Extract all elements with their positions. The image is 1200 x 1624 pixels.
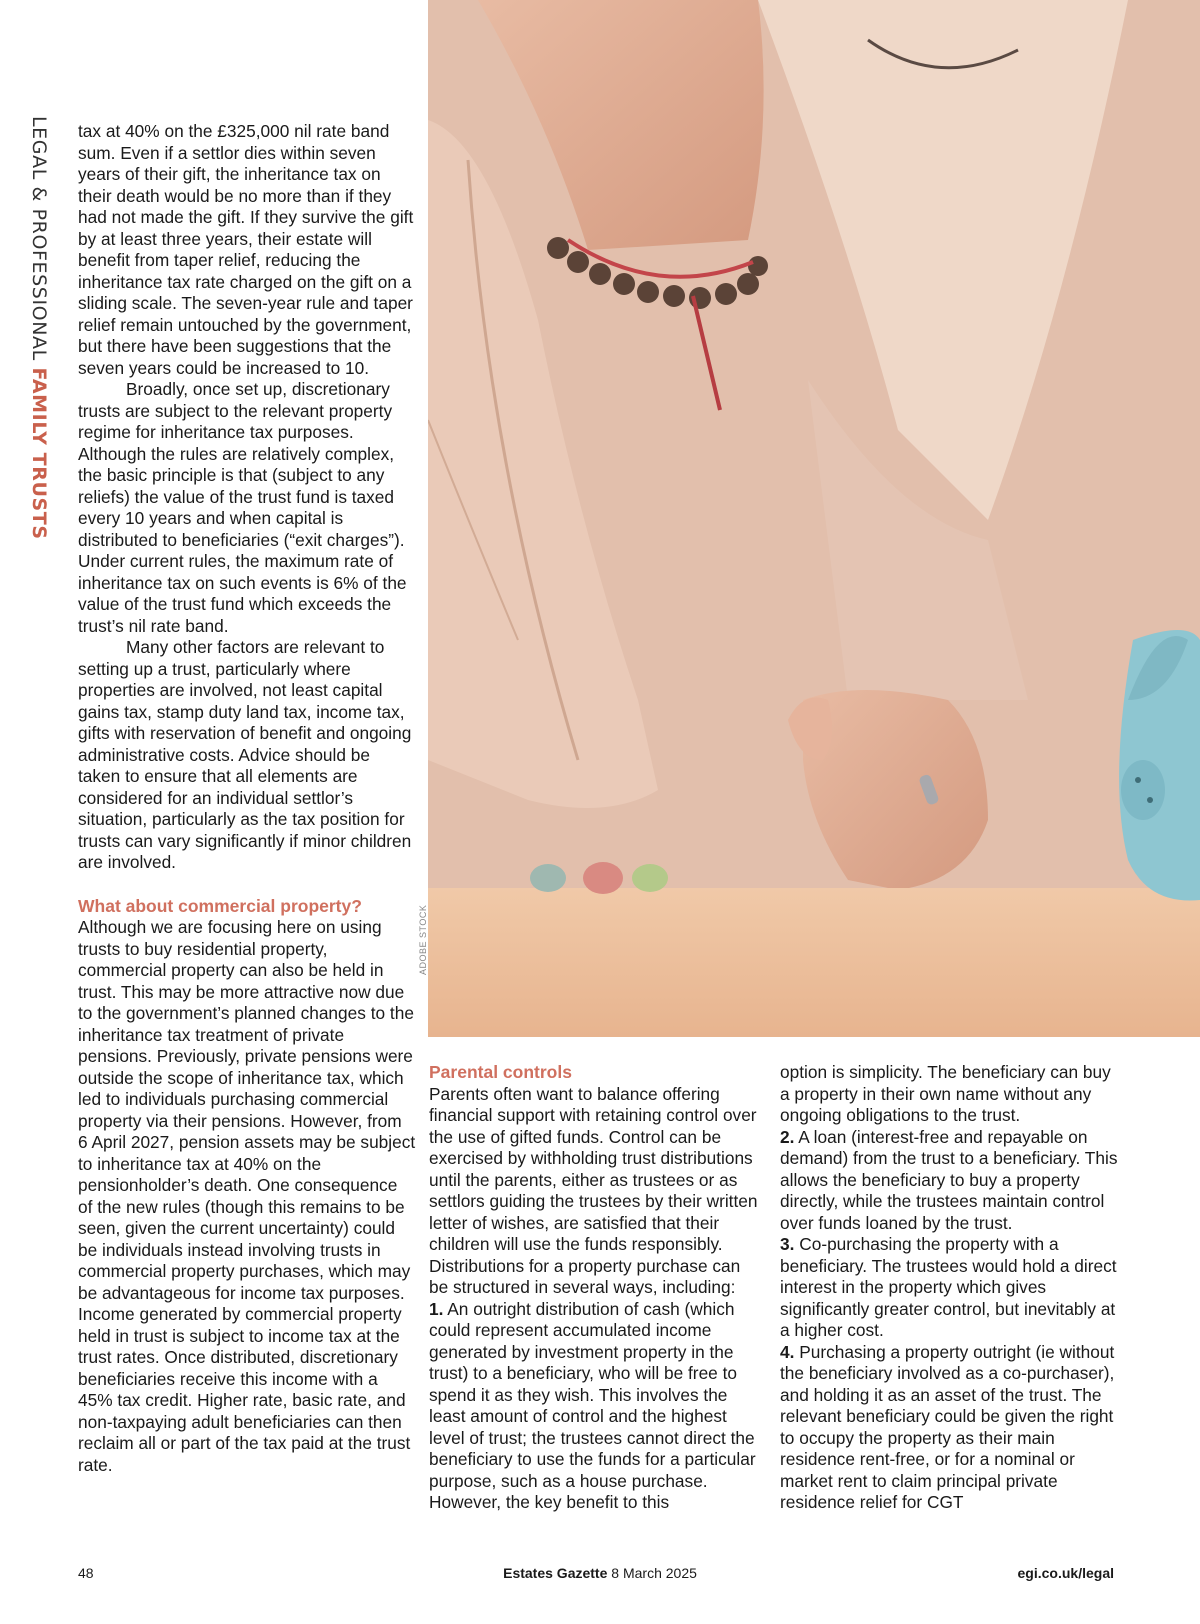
page-footer (0, 1565, 1200, 1589)
photo-credit: ADOBE STOCK (418, 904, 428, 975)
section-topic: FAMILY TRUSTS (28, 367, 50, 540)
website-link[interactable]: egi.co.uk/legal (1017, 1565, 1114, 1581)
list-number: 2. (780, 1126, 795, 1147)
list-item (780, 1234, 1120, 1342)
paragraph: Many other factors are relevant to setting up a trust, particularly where properties are involved, not least capital gains tax, stamp duty land tax, income tax, gifts with reservation of benefit and ongoing administrative costs. Advice should be taken to ensure that all elements are considered for an individual settlor’s situation, particularly as the tax position for trusts can vary significantly if minor children are involved. (78, 637, 412, 872)
section-category: LEGAL & PROFESSIONAL (28, 116, 50, 361)
list-number: 3. (780, 1234, 795, 1254)
article-column-1 (78, 121, 416, 1476)
list-text: Purchasing a property outright (ie without the beneficiary involved as a co-purchaser), and holding it as an asset of the trust. The relevant beneficiary could be given the right to occupy the property as their main residence rent-free, or for a nominal or market rent to claim principal private residence relief for CGT (780, 1341, 1115, 1512)
list-item (780, 1342, 1120, 1514)
paragraph: option is simplicity. The beneficiary can buy a property in their own name without any ongoing obligations to the trust. (780, 1062, 1111, 1125)
list-text: Co-purchasing the property with a beneficiary. The trustees would hold a direct interest in the property which gives significantly greater control, but inevitably at a higher cost. (780, 1234, 1117, 1340)
list-text: A loan (interest-free and repayable on demand) from the trust to a beneficiary. This allows the beneficiary to buy a property directly, while the trustees maintain control over funds loaned by the trust. (780, 1126, 1118, 1233)
article-column-3 (780, 1062, 1120, 1514)
section-label (28, 116, 50, 540)
subheading-commercial-property: What about commercial property? (78, 895, 362, 916)
page-number: 48 (78, 1565, 94, 1581)
paragraph: Parents often want to balance offering financial support with retaining control over the use of gifted funds. Control can be exercised by withholding trust distributions until the parents, either as trustees or as settlors guiding the trustees by their written letter of wishes, are satisfied that their children will use the funds responsibly. Distributions for a property purchase can be structured in several ways, including: (429, 1083, 758, 1297)
article-photo (428, 0, 1200, 1037)
paragraph: tax at 40% on the £325,000 nil rate band sum. Even if a settlor dies within seven years of their gift, the inheritance tax on their death would be no more than if they had not made the gift. If they survive the gift by at least three years, their estate will benefit from taper relief, reducing the inheritance tax rate charged on the gift on a sliding scale. The seven-year rule and taper relief remain untouched by the government, but there have been suggestions that the seven years could be increased to 10. (78, 121, 414, 378)
list-text: An outright distribution of cash (which could represent accumulated income generated by investment property in the trust) to a beneficiary, who will be free to spend it as they wish. This involves the least amount of control and the highest level of trust; the trustees cannot direct the beneficiary to use the funds for a particular purpose, such as a house purchase. However, the key benefit to this (429, 1298, 756, 1512)
list-item (780, 1127, 1120, 1235)
paragraph: Although we are focusing here on using trusts to buy residential property, commercial property can also be held in trust. This may be more attractive now due to the government’s planned changes to the inheritance tax treatment of private pensions. Previously, private pensions were outside the scope of inheritance tax, which led to individuals purchasing commercial property via their pensions. However, from 6 April 2027, pension assets may be subject to inheritance tax at 40% on the pensionholder’s death. One consequence of the new rules (though this remains to be seen, given the current uncertainty) could be individuals instead involving trusts in commercial property purchases, which may be advantageous for income tax purposes. Income generated by commercial property held in trust is subject to income tax at the trust rates. Once distributed, discretionary beneficiaries receive this income with a 45% tax credit. Higher rate, basic rate, and non-taxpaying adult beneficiaries can then reclaim all or part of the tax paid at the trust rate. (78, 917, 416, 1475)
issue-date: 8 March 2025 (607, 1565, 697, 1581)
list-item (429, 1299, 759, 1514)
photo-illustration (428, 0, 1200, 1037)
article-column-2 (429, 1062, 759, 1514)
paragraph: Broadly, once set up, discretionary trusts are subject to the relevant property regime for inheritance tax purposes. Although the rules are relatively complex, the basic principle is that (subject to any reliefs) the value of the trust fund is taxed every 10 years and when capital is distributed to beneficiaries (“exit charges”). Under current rules, the maximum rate of inheritance tax on such events is 6% of the value of the trust fund which exceeds the trust’s nil rate band. (78, 379, 407, 636)
list-number: 1. (429, 1298, 444, 1319)
publication-name: Estates Gazette (503, 1565, 608, 1581)
list-number: 4. (780, 1341, 795, 1362)
subheading-parental-controls: Parental controls (429, 1062, 572, 1082)
